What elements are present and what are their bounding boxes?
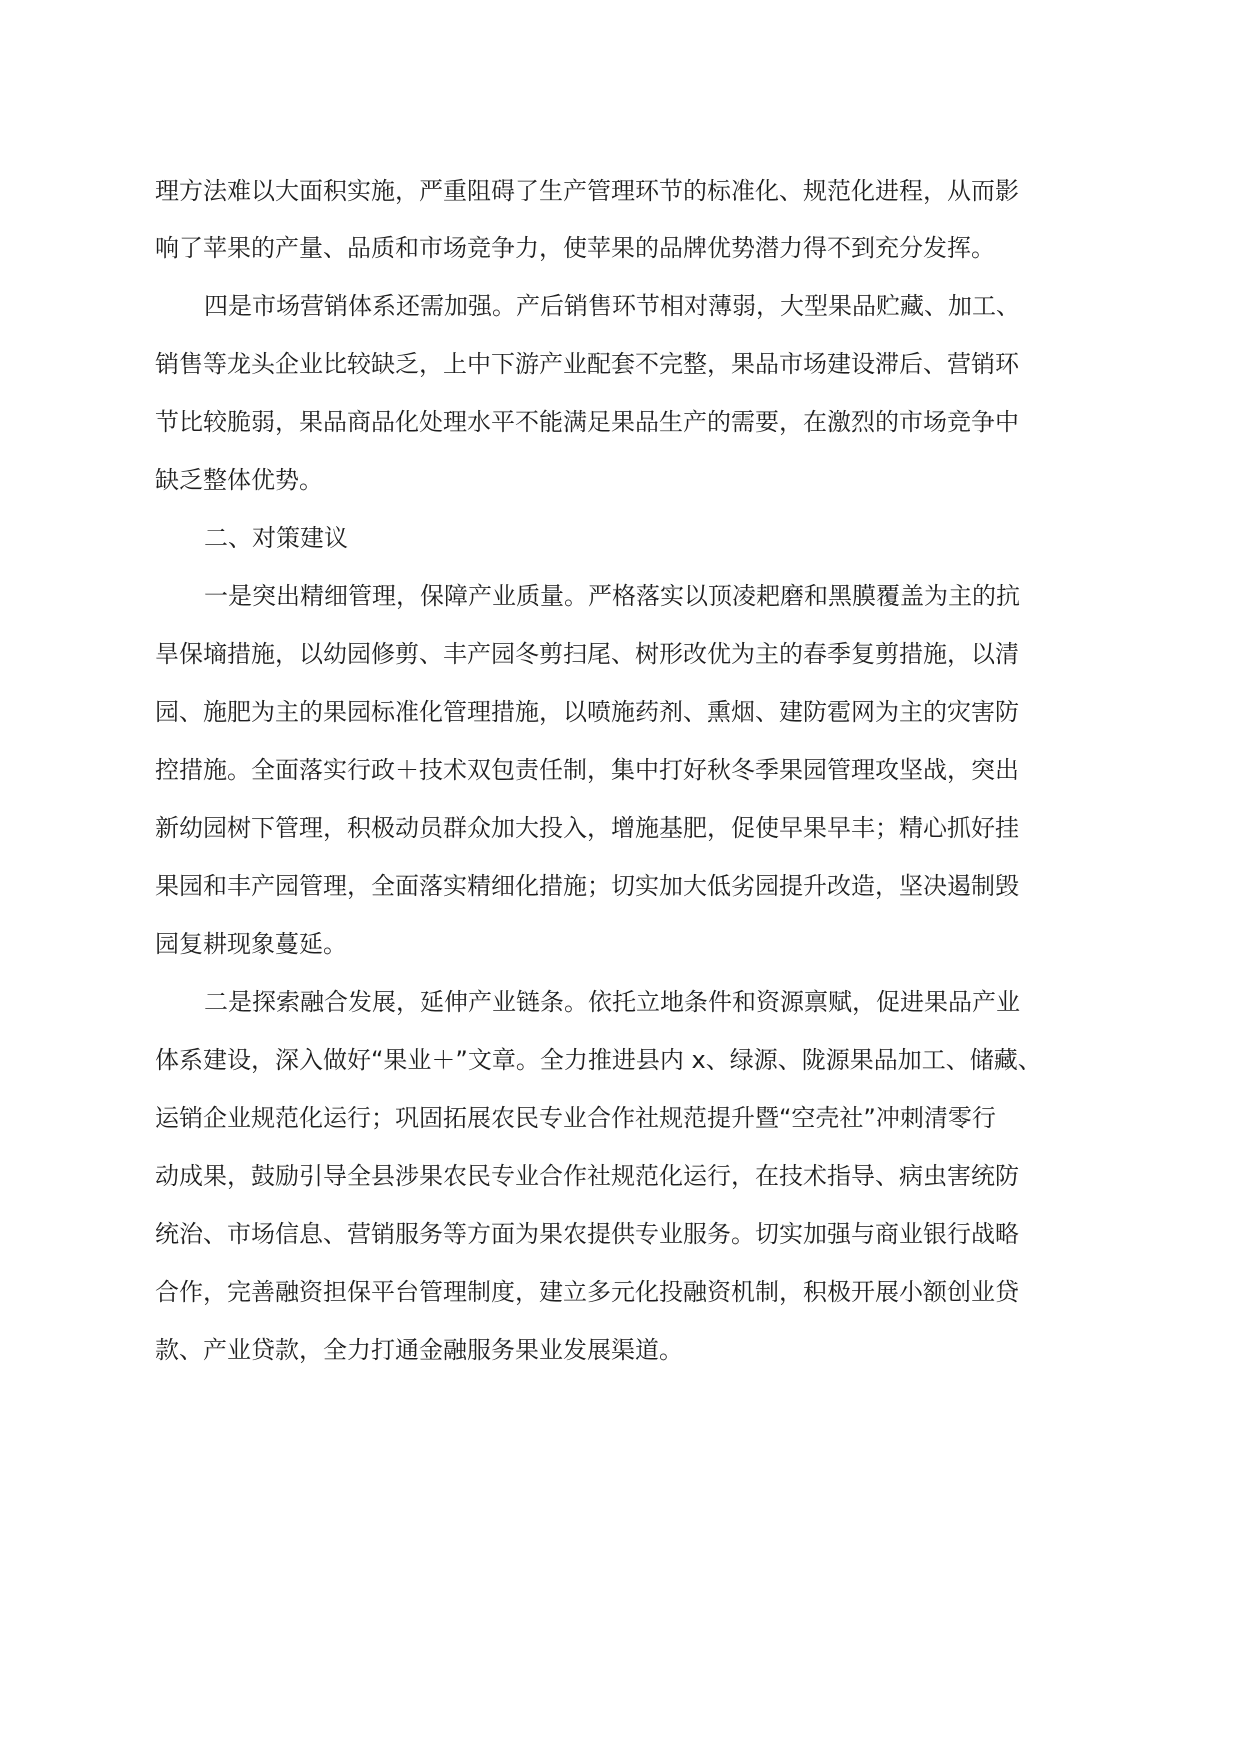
text-line: 园复耕现象蔓延。 — [155, 930, 347, 958]
text-line: 动成果，鼓励引导全县涉果农民专业合作社规范化运行，在技术指导、病虫害统防 — [155, 1162, 1019, 1190]
text-line: 统治、市场信息、营销服务等方面为果农提供专业服务。切实加强与商业银行战略 — [155, 1220, 1019, 1248]
text-line: 控措施。全面落实行政＋技术双包责任制，集中打好秋冬季果园管理攻坚战，突出 — [155, 756, 1019, 784]
text-line: 运销企业规范化运行；巩固拓展农民专业合作社规范提升暨“空壳社”冲刺清零行 — [155, 1104, 996, 1132]
text-line: 新幼园树下管理，积极动员群众加大投入，增施基肥，促使早果早丰；精心抓好挂 — [155, 814, 1019, 842]
text-line: 理方法难以大面积实施，严重阻碍了生产管理环节的标准化、规范化进程，从而影 — [155, 177, 1019, 205]
text-line: 响了苹果的产量、品质和市场竞争力，使苹果的品牌优势潜力得不到充分发挥。 — [155, 234, 995, 262]
text-line: 款、产业贷款，全力打通金融服务果业发展渠道。 — [155, 1336, 683, 1364]
paragraph-start-line: 二是探索融合发展，延伸产业链条。依托立地条件和资源禀赋，促进果品产业 — [204, 988, 1020, 1016]
section-heading: 二、对策建议 — [204, 524, 348, 552]
text-line: 旱保墒措施，以幼园修剪、丰产园冬剪扫尾、树形改优为主的春季复剪措施，以清 — [155, 640, 1019, 668]
text-line: 节比较脆弱，果品商品化处理水平不能满足果品生产的需要，在激烈的市场竞争中 — [155, 408, 1019, 436]
paragraph-start-line: 一是突出精细管理，保障产业质量。严格落实以顶凌耙磨和黑膜覆盖为主的抗 — [204, 582, 1020, 610]
text-line: 果园和丰产园管理，全面落实精细化措施；切实加大低劣园提升改造，坚决遏制毁 — [155, 872, 1019, 900]
paragraph-start-line: 四是市场营销体系还需加强。产后销售环节相对薄弱，大型果品贮藏、加工、 — [204, 292, 1020, 320]
text-line: 合作，完善融资担保平台管理制度，建立多元化投融资机制，积极开展小额创业贷 — [155, 1278, 1019, 1306]
text-line: 销售等龙头企业比较缺乏，上中下游产业配套不完整，果品市场建设滞后、营销环 — [155, 350, 1019, 378]
text-line: 体系建设，深入做好“果业＋”文章。全力推进县内 x、绿源、陇源果品加工、储藏、 — [155, 1046, 1042, 1074]
text-line: 园、施肥为主的果园标准化管理措施，以喷施药剂、熏烟、建防雹网为主的灾害防 — [155, 698, 1019, 726]
text-line: 缺乏整体优势。 — [155, 466, 323, 494]
